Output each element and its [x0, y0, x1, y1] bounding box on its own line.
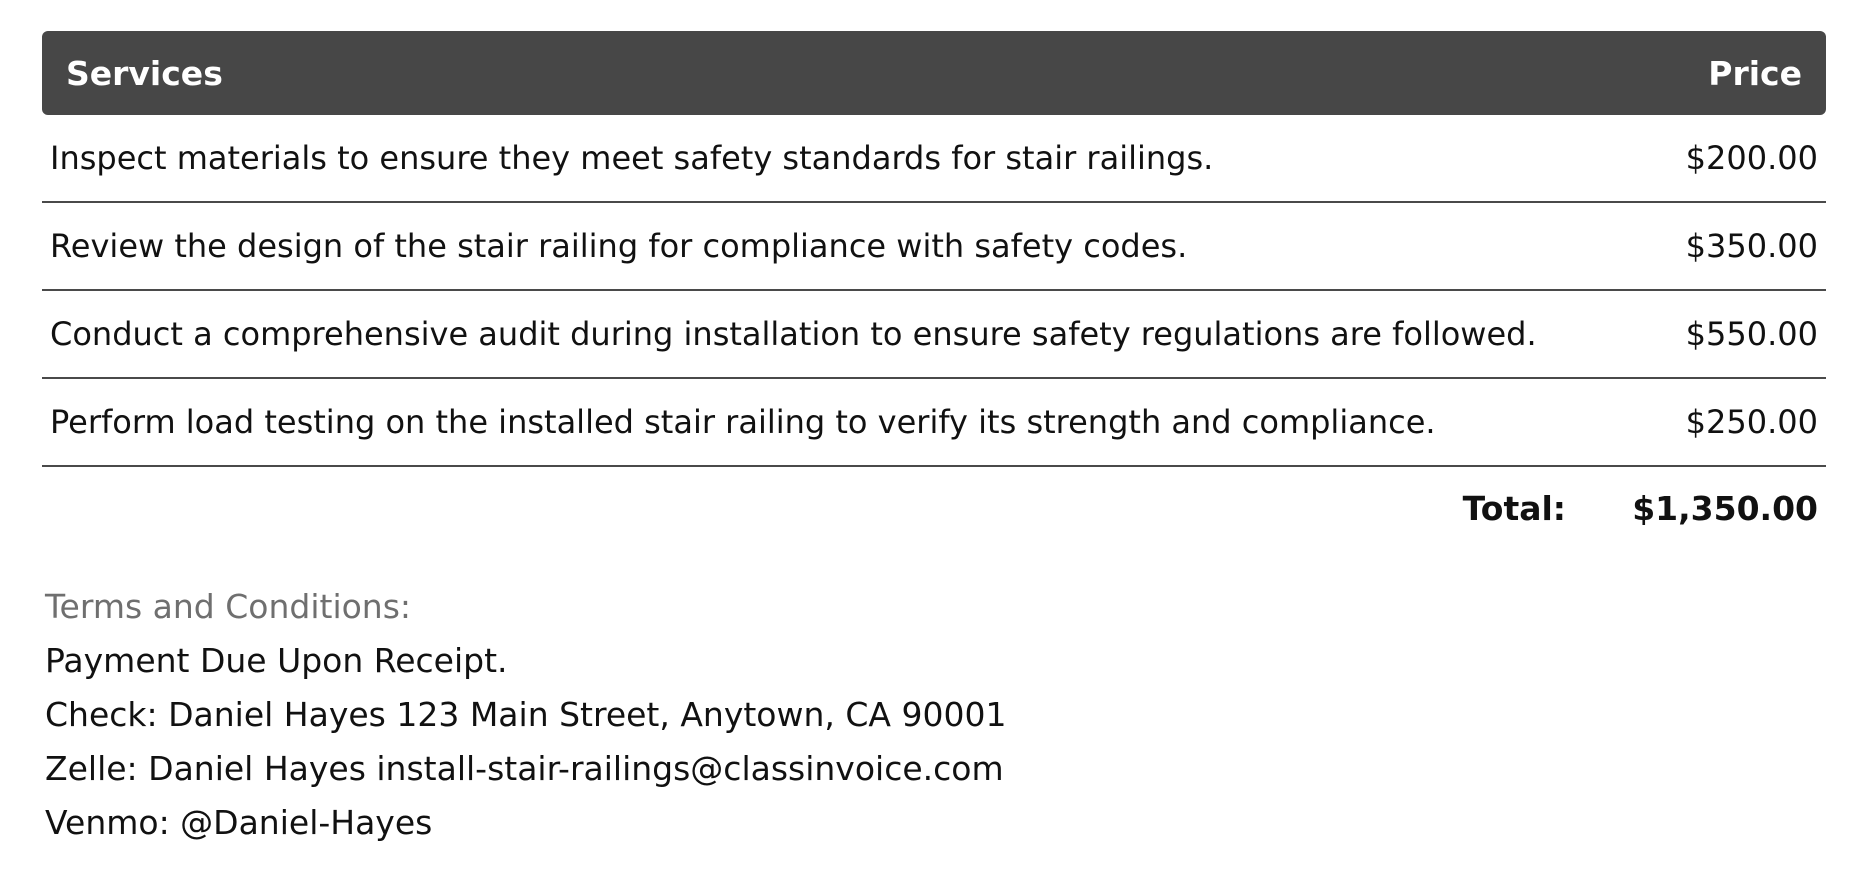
services-column-header: Services: [42, 31, 1518, 115]
venmo-payment-line: Venmo: @Daniel-Hayes: [45, 803, 433, 842]
payment-due-line: Payment Due Upon Receipt.: [45, 641, 508, 680]
header-row: [42, 31, 1826, 115]
table-row: [42, 202, 1826, 290]
terms-title: Terms and Conditions:: [45, 587, 412, 626]
services-table-body: [42, 115, 1826, 466]
service-description: Conduct a comprehensive audit during installation to ensure safety regulations are followed.: [42, 290, 1518, 378]
price-column-header: Price: [1518, 31, 1826, 115]
service-price: $350.00: [1518, 202, 1826, 290]
service-description: Inspect materials to ensure they meet safety standards for stair railings.: [42, 115, 1518, 202]
check-payment-line: Check: Daniel Hayes 123 Main Street, Anytown, CA 90001: [45, 695, 1007, 734]
services-table-header: [42, 31, 1826, 115]
service-description: Perform load testing on the installed stair railing to verify its strength and compliance.: [42, 378, 1518, 466]
invoice-services-section: [42, 31, 1826, 553]
total-label: Total:: [1462, 489, 1566, 528]
total-row: [42, 467, 1826, 553]
service-price: $550.00: [1518, 290, 1826, 378]
services-table: [42, 31, 1826, 467]
zelle-payment-line: Zelle: Daniel Hayes install-stair-railings@classinvoice.com: [45, 749, 1004, 788]
service-description: Review the design of the stair railing for compliance with safety codes.: [42, 202, 1518, 290]
service-price: $250.00: [1518, 378, 1826, 466]
total-amount: $1,350.00: [1632, 489, 1818, 528]
terms-section: [45, 580, 1006, 850]
service-price: $200.00: [1518, 115, 1826, 202]
table-row: [42, 290, 1826, 378]
table-row: [42, 378, 1826, 466]
table-row: [42, 115, 1826, 202]
